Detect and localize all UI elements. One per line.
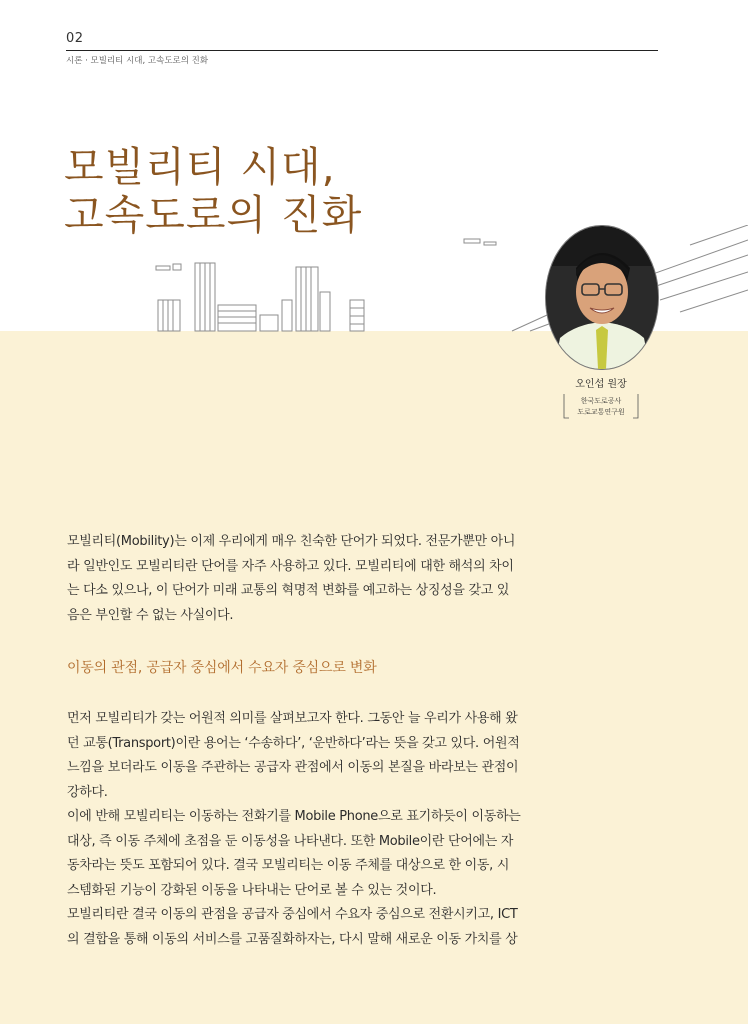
body-line: 스템화된 기능이 강화된 이동을 나타내는 단어로 볼 수 있는 것이다. bbox=[67, 882, 437, 898]
intro-line: 는 다소 있으나, 이 단어가 미래 교통의 혁명적 변화를 예고하는 상징성을 갖고 있 bbox=[67, 583, 510, 598]
body-line: 던 교통(Transport)이란 용어는 ‘수송하다’, ‘운반하다’라는 뜻을 갖고 있다. 어원적 bbox=[67, 735, 520, 751]
article-title-line-1: 모빌리티 시대, bbox=[64, 143, 336, 191]
author-portrait bbox=[545, 225, 659, 370]
intro-line: 라 일반인도 모빌리티란 단어를 자주 사용하고 있다. 모빌리티에 대한 해석의 차이 bbox=[67, 558, 514, 574]
body-line: 강하다. bbox=[67, 784, 108, 800]
body-line: 느낌을 보더라도 이동을 주관하는 공급자 관점에서 이동의 본질을 바라보는 관점이 bbox=[67, 760, 519, 775]
header-rule bbox=[66, 50, 658, 51]
body-line: 대상, 즉 이동 주체에 초점을 둔 이동성을 나타낸다. 또한 Mobile이란 단어에는 자 bbox=[67, 833, 514, 849]
author-org-line-1: 한국도로공사 bbox=[580, 397, 622, 405]
body-line: 동차라는 뜻도 포함되어 있다. 결국 모빌리티는 이동 주체를 대상으로 한 이동, 시 bbox=[67, 858, 510, 873]
page-number: 02 bbox=[66, 31, 84, 46]
body-paragraph bbox=[67, 707, 543, 952]
body-line: 이에 반해 모빌리티는 이동하는 전화기를 Mobile Phone으로 표기하듯이 이동하는 bbox=[67, 809, 521, 824]
author-org-line-2: 도로교통연구원 bbox=[577, 408, 625, 416]
intro-line: 음은 부인할 수 없는 사실이다. bbox=[67, 607, 234, 623]
intro-line: 모빌리티(Mobility)는 이제 우리에게 매우 친숙한 단어가 되었다. 전문가뿐만 아니 bbox=[67, 534, 516, 549]
author-name: 오인섭 원장 bbox=[575, 379, 627, 390]
body-line: 모빌리티란 결국 이동의 관점을 공급자 중심에서 수요자 중심으로 전환시키고, ICT bbox=[67, 907, 518, 922]
section-subheading: 이동의 관점, 공급자 중심에서 수요자 중심으로 변화 bbox=[67, 660, 377, 676]
section-label: 시론 · 모빌리티 시대, 고속도로의 진화 bbox=[66, 56, 209, 66]
body-line: 먼저 모빌리티가 갖는 어원적 의미를 살펴보고자 한다. 그동안 늘 우리가 사용해 왔 bbox=[67, 711, 518, 726]
article-title-line-2: 고속도로의 진화 bbox=[64, 191, 363, 239]
body-line: 의 결합을 통해 이동의 서비스를 고품질화하자는, 다시 말해 새로운 이동 가치를 상 bbox=[67, 931, 518, 947]
intro-paragraph bbox=[67, 530, 543, 628]
author-portrait-image bbox=[546, 226, 658, 369]
